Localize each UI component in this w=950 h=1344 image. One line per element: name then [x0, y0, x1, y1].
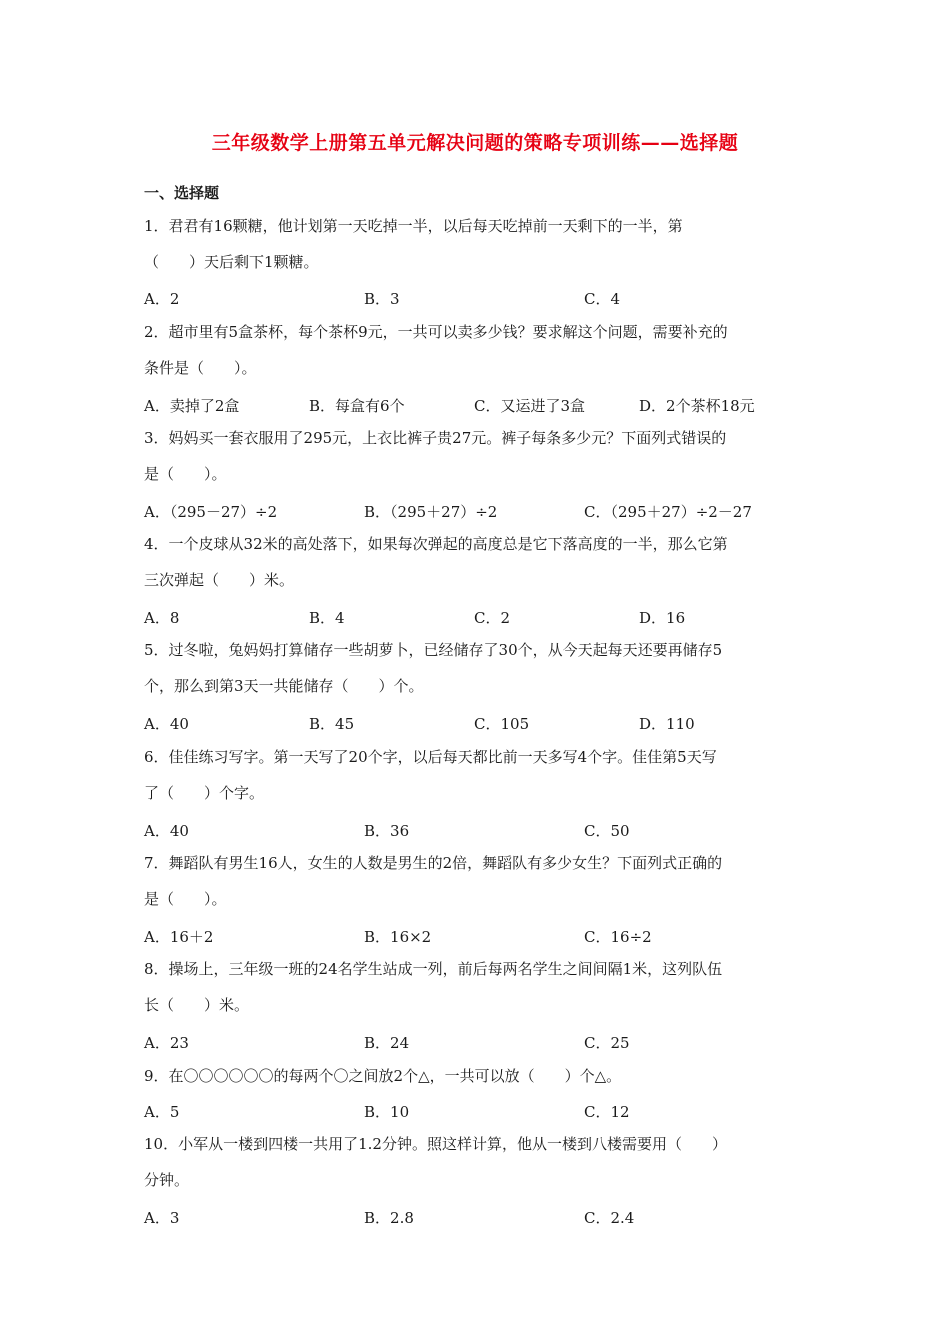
- question-line: 1．君君有16颗糖，他计划第一天吃掉一半，以后每天吃掉前一天剩下的一半，第: [144, 217, 683, 235]
- option-b: B．（295＋27）÷2: [364, 503, 498, 521]
- page-title: 三年级数学上册第五单元解决问题的策略专项训练——选择题: [211, 132, 739, 154]
- question-10: [144, 1126, 809, 1198]
- question-line: （ ）天后剩下1颗糖。: [144, 253, 319, 271]
- options-9: [144, 1101, 824, 1125]
- option-a: A．8: [144, 609, 180, 627]
- question-line: 6．佳佳练习写字。第一天写了20个字，以后每天都比前一天多写4个字。佳佳第5天写: [144, 748, 717, 766]
- options-3: [144, 501, 824, 525]
- option-d: D．16: [639, 609, 686, 627]
- option-b: B．3: [364, 290, 400, 308]
- section-heading: 一、选择题: [144, 184, 220, 202]
- option-a: A．（295－27）÷2: [144, 503, 278, 521]
- question-line: 个，那么到第3天一共能储存（ ）个。: [144, 677, 424, 695]
- question-line: 8．操场上，三年级一班的24名学生站成一列，前后每两名学生之间间隔1米，这列队伍: [144, 960, 723, 978]
- question-3: [144, 420, 809, 492]
- options-10: [144, 1207, 824, 1231]
- question-4: [144, 526, 809, 598]
- question-7: [144, 845, 809, 917]
- question-line: 了（ ）个字。: [144, 784, 265, 802]
- options-4: [144, 607, 824, 631]
- question-6: [144, 739, 809, 811]
- option-c: C．2.4: [584, 1209, 635, 1227]
- question-line: 条件是（ ）。: [144, 359, 257, 377]
- options-8: [144, 1032, 824, 1056]
- option-c: C．（295＋27）÷2－27: [584, 503, 752, 521]
- option-a: A．2: [144, 290, 180, 308]
- question-line: 分钟。: [144, 1171, 190, 1189]
- option-a: A．40: [144, 715, 189, 733]
- question-line: 2．超市里有5盒茶杯，每个茶杯9元，一共可以卖多少钱？要求解这个问题，需要补充的: [144, 323, 728, 341]
- question-line: 三次弹起（ ）米。: [144, 571, 295, 589]
- option-a: A．23: [144, 1034, 189, 1052]
- option-c: C．12: [584, 1103, 630, 1121]
- option-c: C．16÷2: [584, 928, 652, 946]
- question-line: 3．妈妈买一套衣服用了295元，上衣比裤子贵27元。裤子每条多少元？下面列式错误的: [144, 429, 727, 447]
- option-c: C．50: [584, 822, 630, 840]
- option-a: A．卖掉了2盒: [144, 397, 240, 415]
- option-a: A．40: [144, 822, 189, 840]
- options-2: [144, 395, 824, 419]
- options-6: [144, 820, 824, 844]
- option-c: C．又运进了3盒: [474, 397, 586, 415]
- question-line: 是（ ）。: [144, 890, 227, 908]
- question-line: 是（ ）。: [144, 465, 227, 483]
- question-5: [144, 632, 809, 704]
- question-1: [144, 208, 809, 280]
- question-8: [144, 951, 809, 1023]
- question-line: 9．在〇〇〇〇〇〇的每两个〇之间放2个△，一共可以放（ ）个△。: [144, 1067, 622, 1085]
- option-b: B．10: [364, 1103, 410, 1121]
- option-a: A．3: [144, 1209, 180, 1227]
- option-a: A．16＋2: [144, 928, 214, 946]
- option-a: A．5: [144, 1103, 180, 1121]
- option-b: B．36: [364, 822, 410, 840]
- question-line: 长（ ）米。: [144, 996, 250, 1014]
- options-1: [144, 288, 824, 312]
- question-line: 5．过冬啦，兔妈妈打算储存一些胡萝卜，已经储存了30个，从今天起每天还要再储存5: [144, 641, 723, 659]
- option-b: B．每盒有6个: [309, 397, 405, 415]
- option-c: C．25: [584, 1034, 630, 1052]
- options-5: [144, 713, 824, 737]
- question-line: 7．舞蹈队有男生16人，女生的人数是男生的2倍，舞蹈队有多少女生？下面列式正确的: [144, 854, 723, 872]
- option-c: C．105: [474, 715, 530, 733]
- option-b: B．4: [309, 609, 345, 627]
- option-d: D．110: [639, 715, 695, 733]
- option-d: D．2个茶杯18元: [639, 397, 755, 415]
- option-b: B．2.8: [364, 1209, 414, 1227]
- question-line: 4．一个皮球从32米的高处落下，如果每次弹起的高度总是它下落高度的一半，那么它第: [144, 535, 728, 553]
- option-b: B．45: [309, 715, 355, 733]
- option-c: C．2: [474, 609, 511, 627]
- option-c: C．4: [584, 290, 621, 308]
- options-7: [144, 926, 824, 950]
- option-b: B．24: [364, 1034, 410, 1052]
- question-line: 10．小军从一楼到四楼一共用了1.2分钟。照这样计算，他从一楼到八楼需要用（ ）: [144, 1135, 727, 1153]
- question-2: [144, 314, 809, 386]
- option-b: B．16×2: [364, 928, 432, 946]
- question-9: [144, 1058, 809, 1094]
